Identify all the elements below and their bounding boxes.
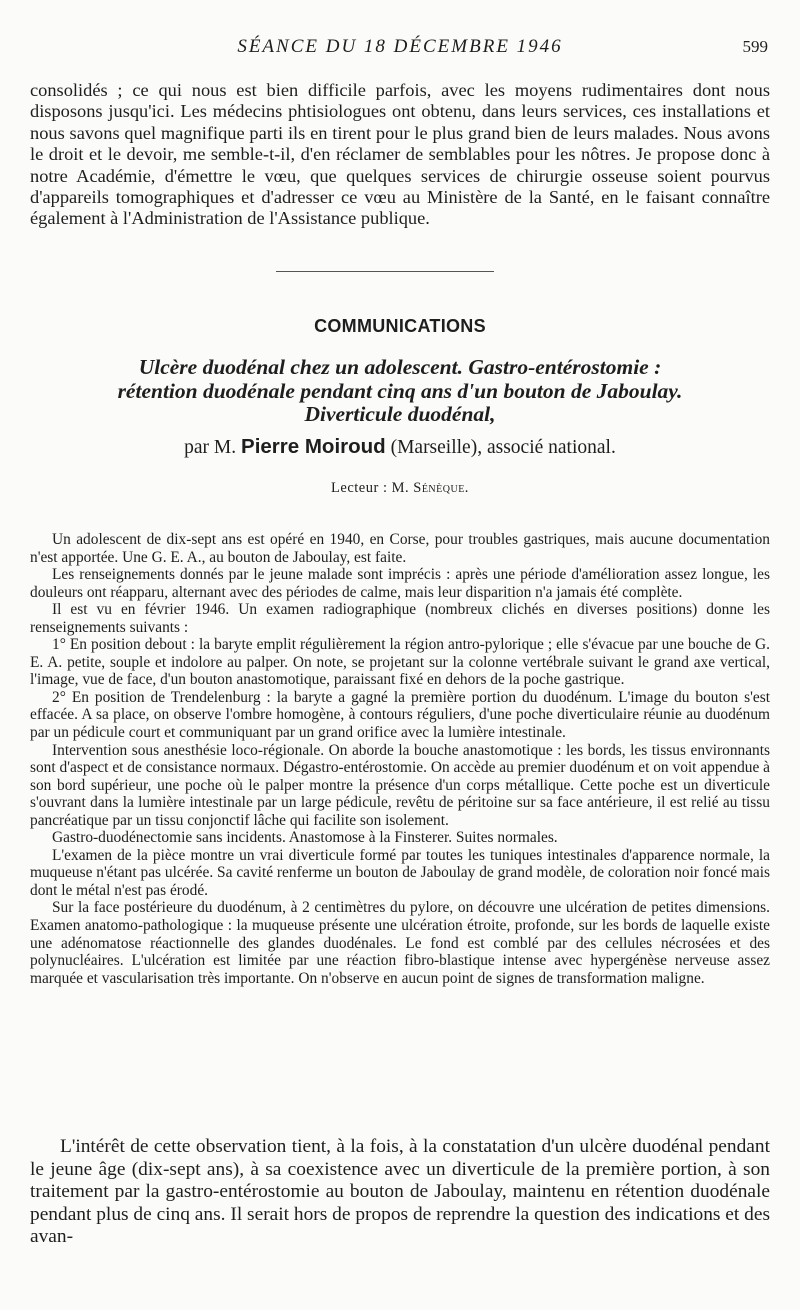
reader-label: Lecteur : M. bbox=[331, 480, 410, 496]
byline-prefix: par M. bbox=[184, 437, 237, 458]
section-heading: COMMUNICATIONS bbox=[314, 316, 486, 336]
page-header bbox=[30, 36, 770, 60]
page-number: 599 bbox=[742, 37, 768, 56]
running-head: SÉANCE DU 18 DÉCEMBRE 1946 bbox=[237, 36, 563, 57]
body-paragraph: Gastro-duodénectomie sans incidents. Anastomose à la Finsterer. Suites normales. bbox=[52, 829, 558, 847]
intro-paragraph-block bbox=[30, 80, 770, 230]
closing-paragraph: L'intérêt de cette observation tient, à la fois, à la constatation d'un ulcère duodénal pendant le jeune âge (dix-sept ans), à sa coexistence avec un diverticule de la première portion, à son traitement par la gastro-entérostomie au bouton de Jaboulay, maintenu en rétention duodénale pendant plus de cinq ans. Il serait hors de propos de reprendre la question des indications et des avan- bbox=[30, 1136, 770, 1247]
body-paragraph: L'examen de la pièce montre un vrai diverticule formé par toutes les tuniques intestinales d'apparence normale, la muqueuse n'étant pas ulcérée. Sa cavité renferme un bouton de Jaboulay de grand modèle, de coloration noir foncé mais dont le métal n'est pas érodé. bbox=[30, 846, 770, 899]
body-paragraph: 1° En position debout : la baryte emplit régulièrement la région antro-pylorique ; elle s'évacue par une bouche de G. E. A. petite, souple et indolore au palper. On note, se projetant sur la colonne vertébrale suivant le grand axe vertical, l'image, vue de face, d'un bouton anastomotique, paraissant fixé en dehors de la poche gastrique. bbox=[30, 636, 770, 689]
article-title-line: Ulcère duodénal chez un adolescent. Gastro-entérostomie : bbox=[138, 355, 662, 379]
closing-paragraph-block bbox=[30, 1136, 770, 1249]
body-paragraph: Un adolescent de dix-sept ans est opéré en 1940, en Corse, pour troubles gastriques, mais aucune documentation n'est apportée. Une G. E. A., au bouton de Jaboulay, est faite. bbox=[30, 531, 770, 566]
article-title-line: rétention duodénale pendant cinq ans d'un bouton de Jaboulay. bbox=[117, 378, 683, 403]
body-paragraph: Les renseignements donnés par le jeune malade sont imprécis : après une période d'amélioration assez longue, les douleurs ont réapparu, alternant avec des périodes de calme, mais leur disparition n'a jamais été complète. bbox=[30, 566, 770, 601]
author-affiliation: (Marseille), associé national. bbox=[390, 437, 616, 458]
case-report-body bbox=[30, 531, 770, 987]
body-paragraph: 2° En position de Trendelenburg : la baryte a gagné la première portion du duodénum. L'image du bouton s'est effacée. A sa place, on observe l'ombre homogène, à contours réguliers, d'une poche diverticulaire réunie au duodénum par un pédicule court et communiquant par un grand orifice avec la lumière intestinale. bbox=[30, 688, 770, 742]
section-divider bbox=[276, 271, 494, 272]
reader-name: Sénèque. bbox=[413, 480, 469, 496]
author-name: Pierre Moiroud bbox=[241, 435, 386, 458]
intro-paragraph: consolidés ; ce qui nous est bien difficile parfois, avec les moyens rudimentaires dont nous disposons jusqu'ici. Les médecins phtisiologues ont obtenu, dans leurs services, ces installations et nous savons quel magnifique parti ils en tirent pour le plus grand bien de leurs malades. Nous avons le droit et le devoir, me semble-t-il, d'en réclamer de semblables pour les nôtres. Je propose donc à notre Académie, d'émettre le vœu, que quelques services de chirurgie osseuse soient pourvus d'appareils tomographiques et d'adresser ce vœu au Ministère de la Santé, en le faisant connaître également à l'Administration de l'Assistance publique. bbox=[30, 80, 770, 229]
body-paragraph: Intervention sous anesthésie loco-régionale. On aborde la bouche anastomotique : les bords, les tissus environnants sont d'aspect et de consistance normaux. Dégastro-entérostomie. On accède au premier duodénum et on voit appendue à son bord supérieur, une poche où le palper montre la présence d'un corps métallique. Cette poche est un diverticule s'ouvrant dans la lumière intestinale par un large pédicule, revêtu de péritoine sur sa face antérieure, il est relié au tissu pancréatique par un tissu conjonctif lâche qui facilite son isolement. bbox=[30, 741, 770, 829]
body-paragraph: Il est vu en février 1946. Un examen radiographique (nombreux clichés en diverses positions) donne les renseignements suivants : bbox=[30, 601, 770, 636]
byline bbox=[0, 435, 800, 459]
article-title bbox=[30, 356, 770, 427]
body-paragraph: Sur la face postérieure du duodénum, à 2 centimètres du pylore, on découvre une ulcération de petites dimensions. Examen anatomo-pathologique : la muqueuse présente une ulcération étroite, profonde, sur les bords de laquelle existe une adénomatose réactionnelle des glandes duodénales. Le fond est comblé par des cellules nécrosées et des polynucléaires. L'ulcération est limitée par une réaction fibro-blastique intense avec hypergénèse nerveuse assez marquée et vascularisation très importante. On n'observe en aucun point de signes de transformation maligne. bbox=[30, 899, 770, 987]
reader-line bbox=[0, 480, 800, 497]
article-title-line: Diverticule duodénal, bbox=[304, 402, 496, 426]
